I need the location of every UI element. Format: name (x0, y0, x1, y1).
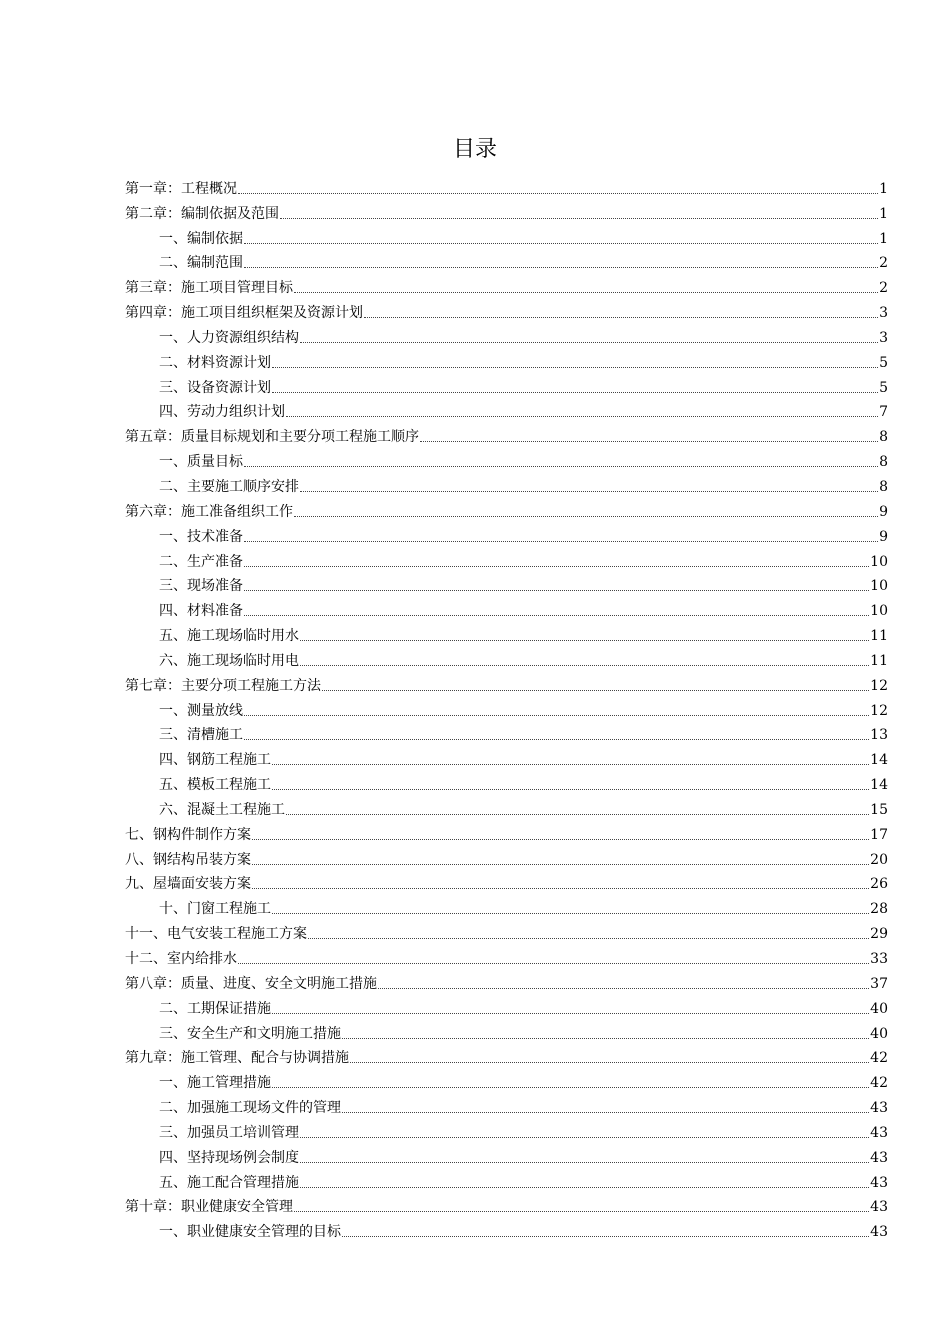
toc-entry[interactable] (125, 522, 888, 547)
dot-leader (308, 938, 869, 939)
dot-leader (350, 1062, 869, 1063)
toc-page-number: 3 (879, 329, 888, 346)
toc-entry[interactable] (125, 919, 888, 944)
dot-leader (286, 814, 869, 815)
toc-entry[interactable] (125, 373, 888, 398)
toc-entry-label: 三、清槽施工 (159, 727, 243, 744)
toc-page-number: 42 (870, 1075, 888, 1092)
toc-page-number: 2 (879, 280, 888, 297)
dot-leader (300, 665, 869, 666)
toc-page-number: 40 (870, 1000, 888, 1017)
toc-entry-label: 四、坚持现场例会制度 (159, 1149, 299, 1166)
toc-entry-label: 四、劳动力组织计划 (159, 404, 285, 421)
toc-entry[interactable] (125, 1093, 888, 1118)
toc-page-number: 8 (879, 429, 888, 446)
toc-entry[interactable] (125, 447, 888, 472)
toc-entry-label: 十一、电气安装工程施工方案 (125, 926, 307, 943)
toc-entry[interactable] (125, 1044, 888, 1069)
toc-entry-label: 七、钢构件制作方案 (125, 826, 251, 843)
toc-page-number: 5 (879, 379, 888, 396)
toc-page-number: 10 (870, 553, 888, 570)
toc-entry[interactable] (125, 820, 888, 845)
toc-page-number: 26 (870, 876, 888, 893)
toc-entry[interactable] (125, 1217, 888, 1242)
toc-entry[interactable] (125, 199, 888, 224)
toc-entry[interactable] (125, 1118, 888, 1143)
toc-entry[interactable] (125, 969, 888, 994)
toc-page-number: 33 (870, 951, 888, 967)
toc-page-number: 40 (870, 1025, 888, 1042)
toc-entry-label: 二、生产准备 (159, 553, 243, 570)
dot-leader (252, 864, 869, 865)
toc-entry-label: 三、设备资源计划 (159, 379, 271, 396)
toc-entry[interactable] (125, 696, 888, 721)
toc-entry-label: 十、门窗工程施工 (159, 901, 271, 918)
toc-entry[interactable] (125, 1168, 888, 1193)
toc-entry[interactable] (125, 770, 888, 795)
toc-entry[interactable] (125, 249, 888, 274)
dot-leader (244, 243, 878, 244)
toc-page-number: 9 (879, 528, 888, 545)
toc-page-number: 17 (870, 826, 888, 843)
toc-entry-label: 第三章：施工项目管理目标 (125, 280, 293, 297)
dot-leader (322, 690, 869, 691)
toc-entry-label: 四、钢筋工程施工 (159, 752, 271, 769)
toc-entry[interactable] (125, 1068, 888, 1093)
toc-entry-label: 六、施工现场临时用电 (159, 652, 299, 669)
toc-entry[interactable] (125, 422, 888, 447)
dot-leader (342, 1112, 869, 1113)
toc-page-number: 8 (879, 454, 888, 471)
toc-page-number: 43 (870, 1224, 888, 1241)
dot-leader (378, 988, 869, 989)
toc-entry-label: 第二章：编制依据及范围 (125, 205, 279, 222)
dot-leader (272, 913, 869, 914)
toc-entry[interactable] (125, 298, 888, 323)
toc-page-number: 14 (870, 777, 888, 794)
toc-entry[interactable] (125, 944, 888, 969)
dot-leader (300, 342, 878, 343)
dot-leader (300, 1187, 869, 1188)
dot-leader (244, 739, 869, 740)
toc-page-number: 1 (879, 230, 888, 247)
toc-entry[interactable] (125, 596, 888, 621)
toc-entry-label: 五、模板工程施工 (159, 777, 271, 794)
toc-page-number: 1 (879, 205, 888, 222)
toc-entry-label: 一、人力资源组织结构 (159, 329, 299, 346)
toc-entry[interactable] (125, 174, 888, 199)
toc-page-number: 43 (870, 1100, 888, 1117)
toc-entry[interactable] (125, 994, 888, 1019)
toc-entry[interactable] (125, 621, 888, 646)
toc-page-number: 13 (870, 727, 888, 744)
toc-entry[interactable] (125, 894, 888, 919)
toc-entry[interactable] (125, 572, 888, 597)
toc-entry-label: 一、测量放线 (159, 702, 243, 719)
toc-entry[interactable] (125, 1193, 888, 1218)
toc-entry[interactable] (125, 398, 888, 423)
toc-entry[interactable] (125, 795, 888, 820)
toc-entry-label: 一、技术准备 (159, 528, 243, 545)
toc-entry-label: 二、主要施工顺序安排 (159, 478, 299, 495)
dot-leader (244, 566, 869, 567)
dot-leader (280, 218, 878, 219)
toc-entry[interactable] (125, 745, 888, 770)
toc-page-number: 14 (870, 752, 888, 769)
dot-leader (272, 1013, 869, 1014)
toc-entry-label: 第一章：工程概况 (125, 180, 237, 197)
dot-leader (244, 715, 869, 716)
toc-entry-label: 六、混凝土工程施工 (159, 801, 285, 818)
toc-entry-label: 二、编制范围 (159, 255, 243, 272)
toc-entry-label: 十二、室内给排水 (125, 951, 237, 967)
toc-entry[interactable] (125, 472, 888, 497)
dot-leader (272, 392, 878, 393)
toc-entry-label: 一、施工管理措施 (159, 1075, 271, 1092)
toc-entry-label: 第九章：施工管理、配合与协调措施 (125, 1050, 349, 1067)
dot-leader (244, 466, 878, 467)
dot-leader (420, 441, 878, 442)
toc-page-number: 10 (870, 603, 888, 620)
dot-leader (300, 640, 869, 641)
toc-page-number: 29 (870, 926, 888, 943)
dot-leader (244, 590, 869, 591)
toc-page-number: 15 (870, 801, 888, 818)
toc-page-number: 43 (870, 1199, 888, 1216)
dot-leader (252, 839, 869, 840)
toc-entry-label: 三、加强员工培训管理 (159, 1124, 299, 1141)
toc-entry-label: 第八章：质量、进度、安全文明施工措施 (125, 975, 377, 992)
dot-leader (238, 193, 878, 194)
toc-page-number: 7 (879, 404, 888, 421)
toc-entry-label: 一、编制依据 (159, 230, 243, 247)
dot-leader (252, 888, 869, 889)
toc-page-number: 43 (870, 1124, 888, 1141)
dot-leader (364, 317, 878, 318)
toc-page-number: 3 (879, 305, 888, 322)
dot-leader (272, 1087, 869, 1088)
toc-entry[interactable] (125, 1019, 888, 1044)
toc-entry-label: 二、工期保证措施 (159, 1000, 271, 1017)
dot-leader (272, 367, 878, 368)
toc-page-number: 37 (870, 975, 888, 992)
dot-leader (294, 516, 878, 517)
toc-entry-label: 八、钢结构吊装方案 (125, 851, 251, 868)
toc-entry-label: 一、质量目标 (159, 454, 243, 471)
toc-entry[interactable] (125, 671, 888, 696)
dot-leader (294, 1211, 869, 1212)
toc-entry-label: 三、安全生产和文明施工措施 (159, 1025, 341, 1042)
toc-entry[interactable] (125, 224, 888, 249)
dot-leader (272, 789, 869, 790)
toc-entry[interactable] (125, 646, 888, 671)
dot-leader (238, 963, 869, 964)
toc-page-number: 2 (879, 255, 888, 272)
toc-entry-label: 五、施工现场临时用水 (159, 628, 299, 645)
dot-leader (272, 764, 869, 765)
dot-leader (342, 1236, 869, 1237)
toc-page-number: 10 (870, 578, 888, 595)
toc-entry-label: 九、屋墙面安装方案 (125, 876, 251, 893)
toc-entry-label: 五、施工配合管理措施 (159, 1174, 299, 1191)
dot-leader (342, 1038, 869, 1039)
toc-page-number: 43 (870, 1174, 888, 1191)
toc-entry-label: 三、现场准备 (159, 578, 243, 595)
toc-page-number: 1 (879, 180, 888, 197)
toc-entry[interactable] (125, 547, 888, 572)
page-title: 目录 (452, 137, 497, 162)
toc-entry-label: 二、材料资源计划 (159, 354, 271, 371)
toc-entry-label: 第十章：职业健康安全管理 (125, 1199, 293, 1216)
dot-leader (286, 416, 878, 417)
toc-page-number: 43 (870, 1149, 888, 1166)
toc-entry[interactable] (125, 721, 888, 746)
dot-leader (294, 292, 878, 293)
toc-entry[interactable] (125, 870, 888, 895)
table-of-contents (125, 174, 888, 1242)
toc-page-number: 8 (879, 478, 888, 495)
dot-leader (300, 1162, 869, 1163)
toc-entry[interactable] (125, 497, 888, 522)
dot-leader (244, 267, 878, 268)
toc-entry-label: 四、材料准备 (159, 603, 243, 620)
dot-leader (244, 615, 869, 616)
toc-page-number: 12 (870, 702, 888, 719)
toc-entry-label: 第六章：施工准备组织工作 (125, 503, 293, 520)
toc-page-number: 20 (870, 851, 888, 868)
dot-leader (244, 541, 878, 542)
toc-entry-label: 一、职业健康安全管理的目标 (159, 1224, 341, 1241)
toc-entry[interactable] (125, 273, 888, 298)
toc-entry[interactable] (125, 845, 888, 870)
toc-page-number: 42 (870, 1050, 888, 1067)
toc-entry-label: 第五章：质量目标规划和主要分项工程施工顺序 (125, 429, 419, 446)
toc-entry-label: 第四章：施工项目组织框架及资源计划 (125, 305, 363, 322)
toc-entry[interactable] (125, 1143, 888, 1168)
toc-page-number: 11 (870, 652, 888, 669)
toc-page-number: 28 (870, 901, 888, 918)
dot-leader (300, 491, 878, 492)
toc-entry-label: 二、加强施工现场文件的管理 (159, 1100, 341, 1117)
toc-page-number: 12 (870, 677, 888, 694)
toc-entry[interactable] (125, 323, 888, 348)
toc-page-number: 5 (879, 354, 888, 371)
toc-entry-label: 第七章：主要分项工程施工方法 (125, 677, 321, 694)
dot-leader (300, 1137, 869, 1138)
toc-page-number: 11 (870, 628, 888, 645)
toc-entry[interactable] (125, 348, 888, 373)
toc-page-number: 9 (879, 503, 888, 520)
